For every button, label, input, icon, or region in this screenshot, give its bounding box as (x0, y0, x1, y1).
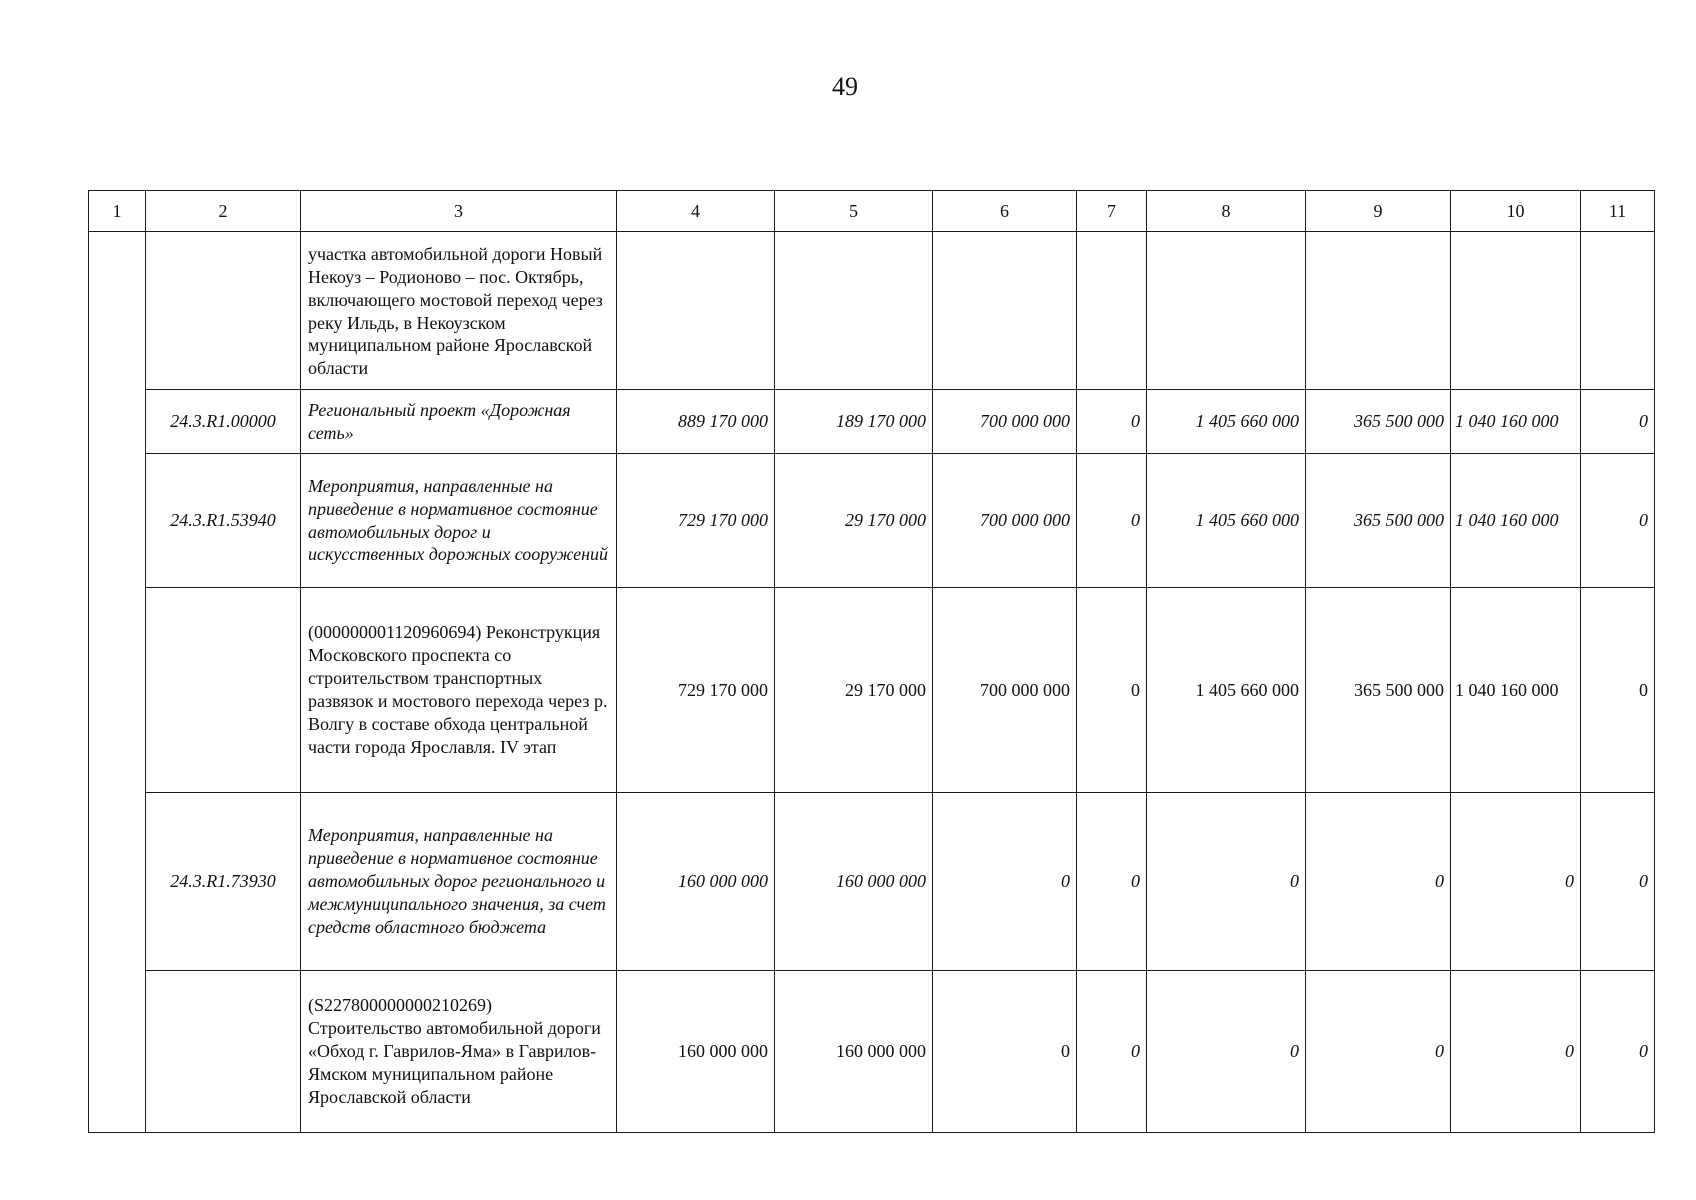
column-header: 10 (1451, 191, 1581, 232)
column-header: 7 (1077, 191, 1147, 232)
value-cell: 729 170 000 (617, 588, 775, 793)
value-cell: 0 (1581, 454, 1655, 588)
value-cell (1306, 232, 1451, 390)
value-cell (617, 232, 775, 390)
value-cell (1451, 232, 1581, 390)
name-cell: Мероприятия, направленные на приведение в нормативное состояние автомобильных дорог и искусственных дорожных сооружений (301, 454, 617, 588)
column-header: 8 (1147, 191, 1306, 232)
value-cell: 700 000 000 (933, 390, 1077, 454)
column-header: 4 (617, 191, 775, 232)
value-cell: 0 (1451, 793, 1581, 971)
table-row (89, 793, 1655, 971)
header-row (89, 191, 1655, 232)
value-cell: 0 (1077, 588, 1147, 793)
value-cell: 29 170 000 (775, 588, 933, 793)
code-cell: 24.3.R1.73930 (146, 793, 301, 971)
value-cell: 0 (1147, 793, 1306, 971)
value-cell: 0 (933, 971, 1077, 1133)
column-header: 1 (89, 191, 146, 232)
value-cell: 160 000 000 (775, 971, 933, 1133)
table-row (89, 454, 1655, 588)
name-cell: участка автомобильной дороги Новый Некоуз – Родионово – пос. Октябрь, включающего мостовой переход через реку Ильдь, в Некоузском муниципальном районе Ярославской области (301, 232, 617, 390)
column-header: 2 (146, 191, 301, 232)
code-cell (146, 971, 301, 1133)
value-cell: 0 (933, 793, 1077, 971)
value-cell (1077, 232, 1147, 390)
value-cell: 0 (1581, 390, 1655, 454)
value-cell: 1 040 160 000 (1451, 390, 1581, 454)
name-cell: (S227800000000210269) Строительство автомобильной дороги «Обход г. Гаврилов-Яма» в Гаврилов-Ямском муниципальном районе Ярославской области (301, 971, 617, 1133)
value-cell: 0 (1077, 390, 1147, 454)
value-cell: 0 (1147, 971, 1306, 1133)
value-cell: 0 (1581, 793, 1655, 971)
value-cell: 0 (1077, 971, 1147, 1133)
value-cell: 160 000 000 (617, 793, 775, 971)
value-cell (1147, 232, 1306, 390)
code-cell (146, 588, 301, 793)
column-header: 9 (1306, 191, 1451, 232)
code-cell (146, 232, 301, 390)
value-cell: 1 040 160 000 (1451, 588, 1581, 793)
column-header: 11 (1581, 191, 1655, 232)
code-cell: 24.3.R1.53940 (146, 454, 301, 588)
table-row (89, 390, 1655, 454)
name-cell: Региональный проект «Дорожная сеть» (301, 390, 617, 454)
value-cell: 365 500 000 (1306, 588, 1451, 793)
value-cell: 0 (1077, 793, 1147, 971)
name-cell: Мероприятия, направленные на приведение в нормативное состояние автомобильных дорог регионального и межмуниципального значения, за счет средств областного бюджета (301, 793, 617, 971)
table-row (89, 971, 1655, 1133)
value-cell: 1 040 160 000 (1451, 454, 1581, 588)
value-cell: 160 000 000 (775, 793, 933, 971)
budget-table (88, 190, 1655, 1133)
table-row (89, 232, 1655, 390)
value-cell: 700 000 000 (933, 588, 1077, 793)
value-cell: 0 (1306, 971, 1451, 1133)
value-cell: 0 (1581, 971, 1655, 1133)
value-cell: 0 (1451, 971, 1581, 1133)
value-cell: 1 405 660 000 (1147, 588, 1306, 793)
code-cell: 24.3.R1.00000 (146, 390, 301, 454)
value-cell: 889 170 000 (617, 390, 775, 454)
value-cell: 0 (1077, 454, 1147, 588)
table-row (89, 588, 1655, 793)
value-cell: 29 170 000 (775, 454, 933, 588)
column-header: 3 (301, 191, 617, 232)
value-cell (775, 232, 933, 390)
value-cell (1581, 232, 1655, 390)
value-cell: 729 170 000 (617, 454, 775, 588)
column-header: 6 (933, 191, 1077, 232)
value-cell: 365 500 000 (1306, 390, 1451, 454)
name-cell: (000000001120960694) Реконструкция Московского проспекта со строительством транспортных развязок и мостового перехода через р. Волгу в составе обхода центральной части города Ярославля. IV этап (301, 588, 617, 793)
value-cell: 1 405 660 000 (1147, 454, 1306, 588)
value-cell: 0 (1306, 793, 1451, 971)
column-header: 5 (775, 191, 933, 232)
col1-cell (89, 232, 146, 1133)
value-cell: 700 000 000 (933, 454, 1077, 588)
value-cell: 1 405 660 000 (1147, 390, 1306, 454)
value-cell: 365 500 000 (1306, 454, 1451, 588)
value-cell: 189 170 000 (775, 390, 933, 454)
value-cell: 0 (1581, 588, 1655, 793)
value-cell (933, 232, 1077, 390)
value-cell: 160 000 000 (617, 971, 775, 1133)
page-number: 49 (832, 72, 858, 101)
